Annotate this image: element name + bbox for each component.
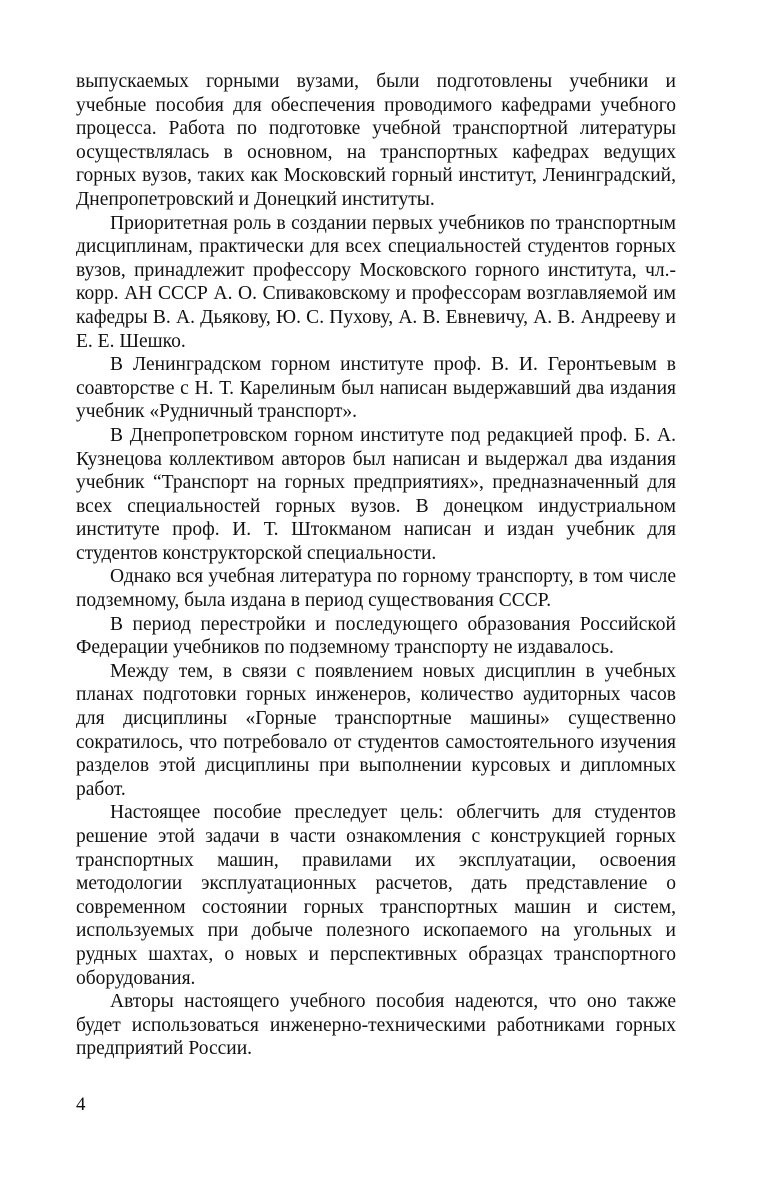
paragraph-5: Однако вся учебная литература по горному транспорту, в том числе подземному, была издана в период существования СССР.: [76, 566, 676, 612]
paragraph-3: В Ленинградском горном институте проф. В. И. Геронтьевым в соавторстве с Н. Т. Карелиным был написан выдержавший два издания учебник «Рудничный транспорт».: [76, 354, 676, 423]
document-body: [76, 70, 676, 1061]
page-number: 4: [76, 1094, 86, 1115]
paragraph-7: Между тем, в связи с появлением новых дисциплин в учебных планах подготовки горных инженеров, количество аудиторных часов для дисциплины «Горные транспортные машины» существенно сократилось, что потребовало от студентов самостоятельного изучения разделов этой дисциплины при выполнении курсовых и дипломных работ.: [76, 660, 676, 800]
paragraph-4: В Днепропетровском горном институте под редакцией проф. Б. А. Кузнецова коллективом авторов был написан и выдержал два издания учебник “Транспорт на горных предприятиях», предназначенный для всех специальностей горных вузов. В донецком индустриальном институте проф. И. Т. Штокманом написан и издан учебник для студентов конструкторской специальности.: [76, 424, 676, 564]
paragraph-8: Настоящее пособие преследует цель: облегчить для студентов решение этой задачи в части ознакомления с конструкцией горных транспортных машин, правилами их эксплуатации, освоения методологии эксплуатационных расчетов, дать представление о современном состоянии горных транспортных машин и систем, используемых при добыче полезного ископаемого на угольных и рудных шахтах, о новых и перспективных образцах транспортного оборудования.: [76, 802, 676, 989]
paragraph-9: Авторы настоящего учебного пособия надеются, что оно также будет использоваться инженерно-техническими работниками горных предприятий России.: [76, 991, 676, 1060]
paragraph-2: Приоритетная роль в создании первых учебников по транспортным дисциплинам, практически для всех специальностей студентов горных вузов, принадлежит профессору Московского горного института, чл.-корр. АН СССР А. О. Спиваковскому и профессорам возглавляемой им кафедры В. А. Дьякову, Ю. С. Пухову, А. В. Евневичу, А. В. Андрееву и Е. Е. Шешко.: [76, 212, 676, 352]
paragraph-1: выпускаемых горными вузами, были подготовлены учебники и учебные пособия для обеспечения проводимого кафедрами учебного процесса. Работа по подготовке учебной транспортной литературы осуществлялась в основном, на транспортных кафедрах ведущих горных вузов, таких как Московский горный институт, Ленинградский, Днепропетровский и Донецкий институты.: [76, 71, 676, 210]
paragraph-6: В период перестройки и последующего образования Российской Федерации учебников по подземному транспорту не издавалось.: [76, 613, 676, 659]
